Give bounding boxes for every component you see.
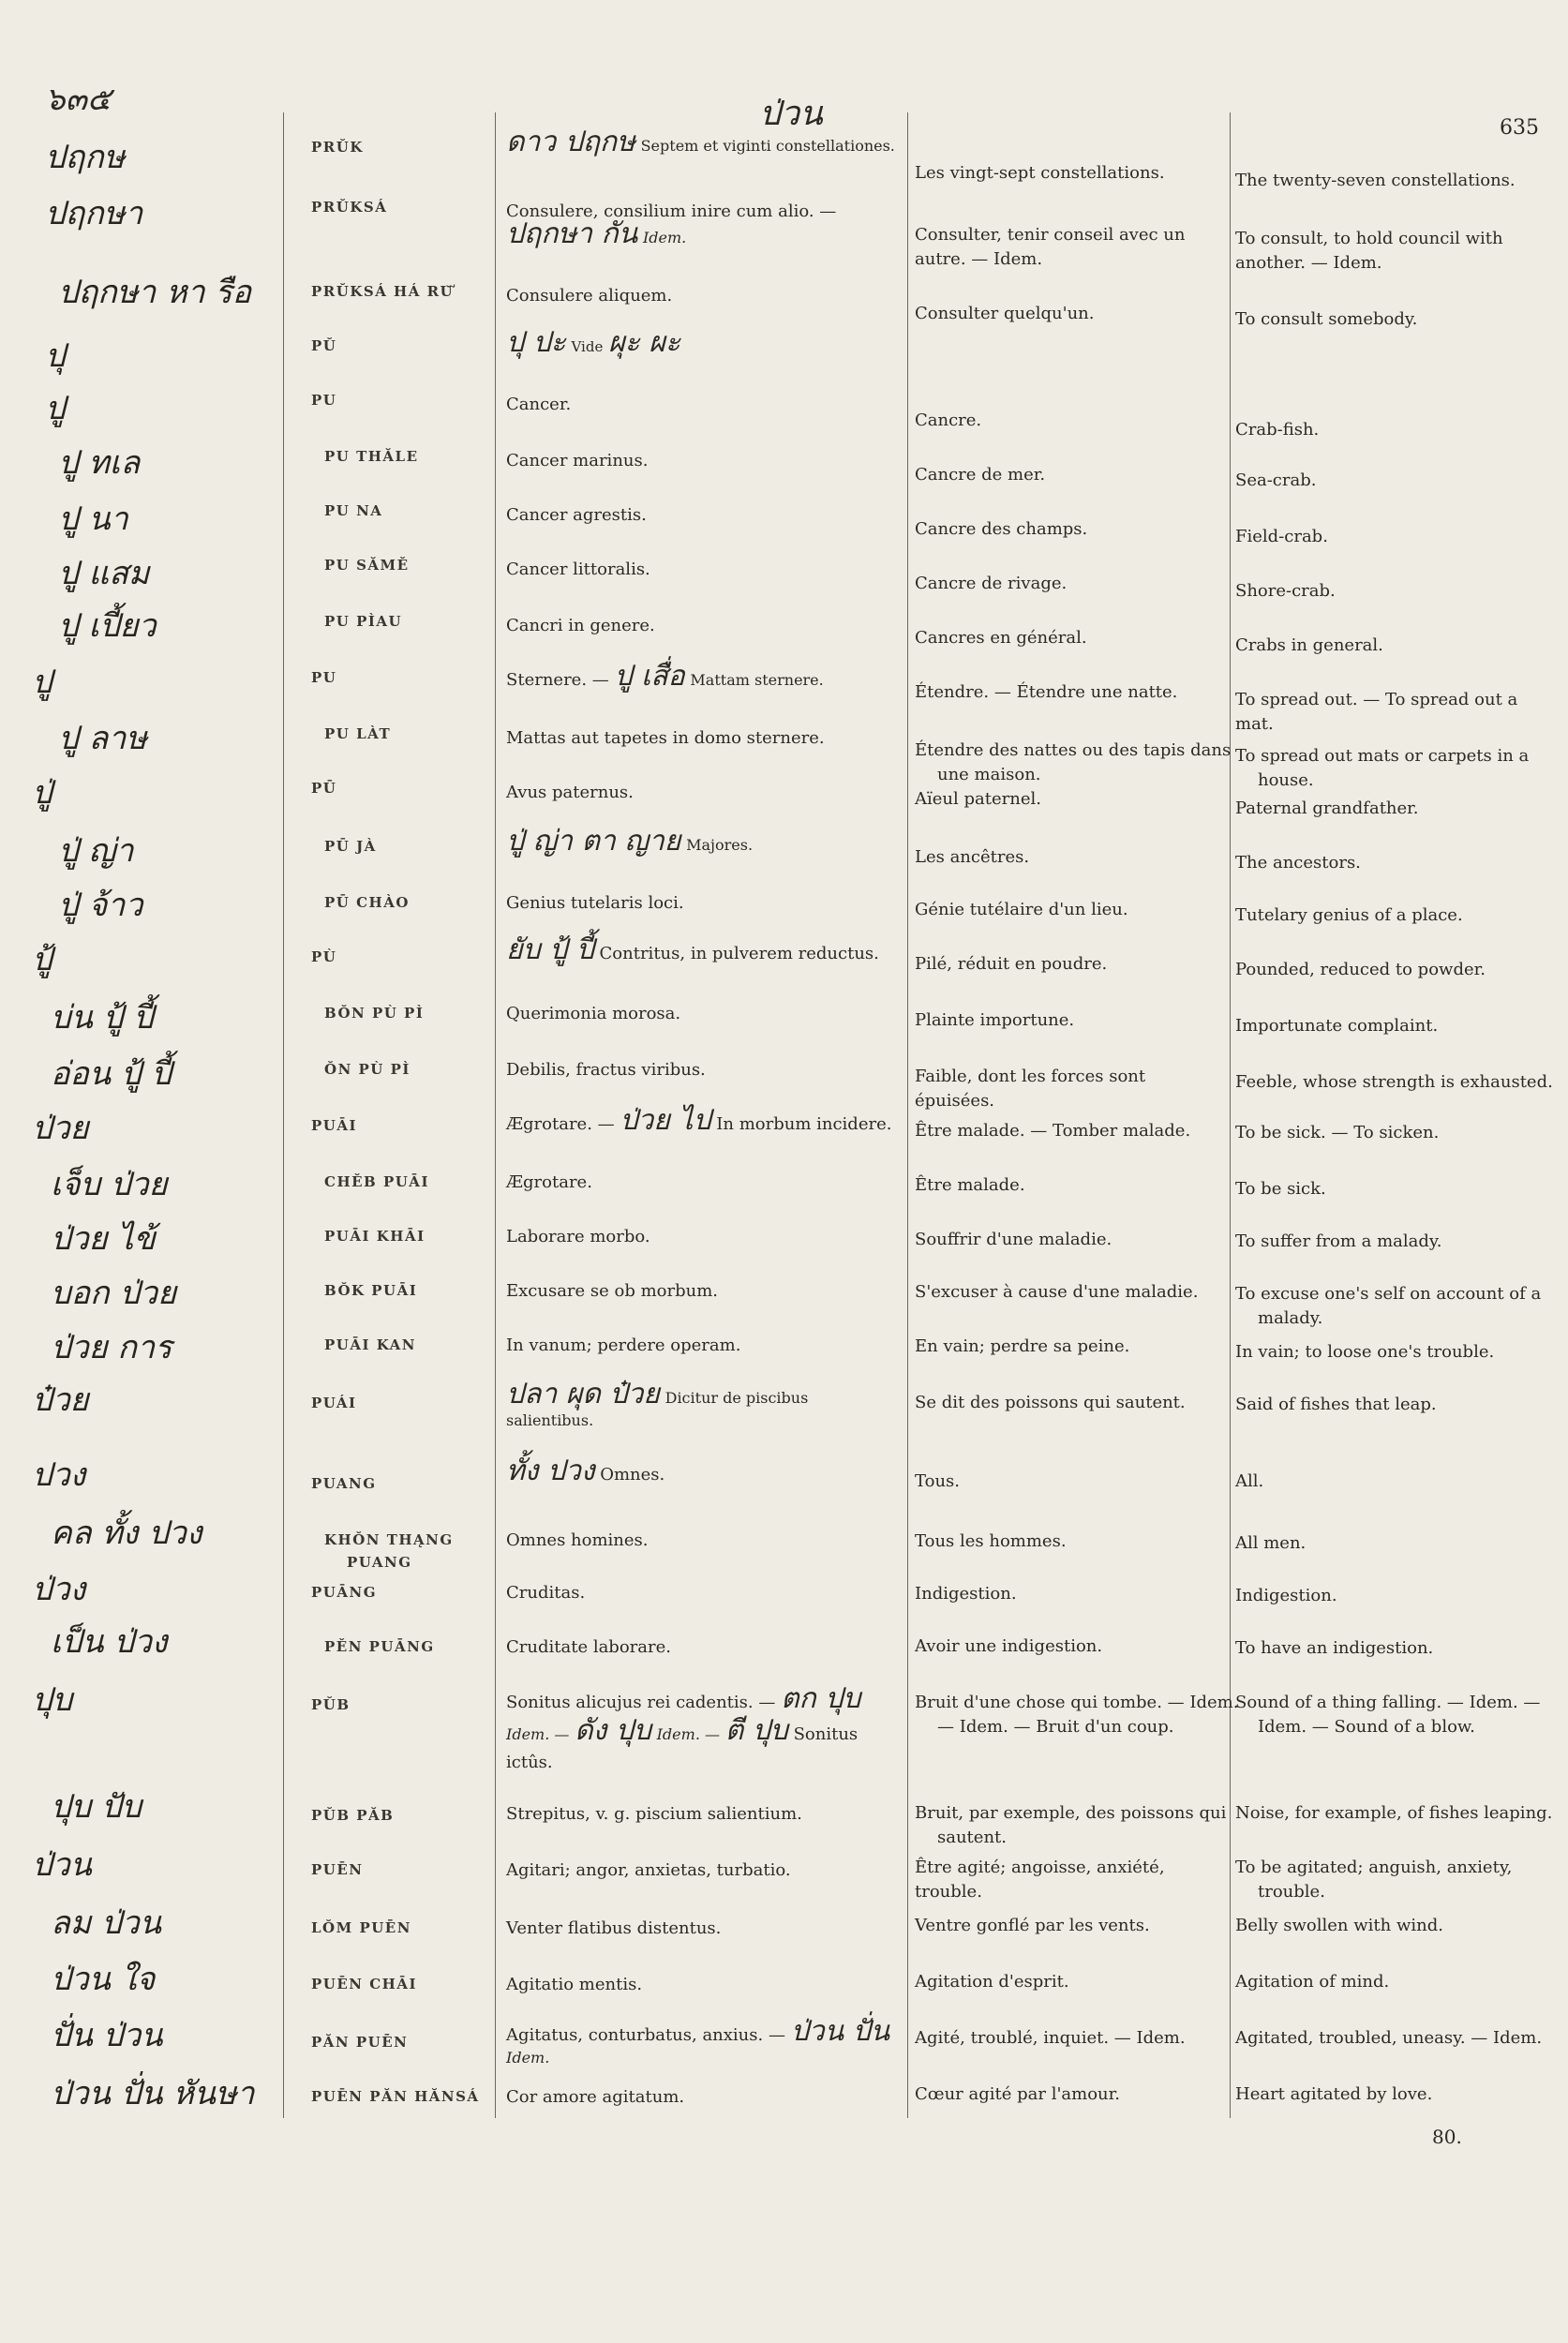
- column-divider: [495, 112, 496, 2118]
- latin-definition: Consulere aliquem.: [506, 286, 673, 306]
- thai-headword: บ่น ปู้ ปี้: [51, 999, 154, 1037]
- romanization: PU LÀT: [324, 725, 392, 742]
- english-definition: To be sick.: [1235, 1179, 1326, 1199]
- english-definition: All.: [1235, 1471, 1264, 1491]
- french-definition: Cancre.: [915, 410, 982, 430]
- romanization-continued: PUANG: [347, 1554, 412, 1571]
- french-definition: Cancre de rivage.: [915, 574, 1068, 593]
- thai-headword: ป่วย ไข้: [51, 1220, 156, 1258]
- english-definition: All men.: [1235, 1533, 1307, 1553]
- romanization: ŎN PÙ PÌ: [324, 1061, 411, 1078]
- romanization: PŪ JÀ: [324, 838, 377, 855]
- thai-headword: ปุบ ปับ: [51, 1788, 142, 1826]
- romanization: PU THĂLE: [324, 448, 419, 465]
- thai-headword: ปฤกษา หา รือ: [58, 274, 252, 311]
- latin-definition: Agitari; angor, anxietas, turbatio.: [506, 1860, 791, 1880]
- english-definition: In vain; to loose one's trouble.: [1235, 1342, 1495, 1362]
- english-definition: To spread out. — To spread out a mat.: [1235, 690, 1518, 734]
- latin-definition: Ægrotare. — ป่วย ไป In morbum incidere.: [506, 1104, 892, 1137]
- french-definition: Indigestion.: [915, 1584, 1017, 1604]
- french-definition: Pilé, réduit en poudre.: [915, 954, 1108, 974]
- french-definition: Plainte importune.: [915, 1010, 1075, 1030]
- english-definition: Heart agitated by love.: [1235, 2084, 1433, 2104]
- english-definition: To consult somebody.: [1235, 309, 1418, 329]
- english-definition: To consult, to hold council with another. — Idem.: [1235, 229, 1503, 273]
- english-definition: To suffer from a malady.: [1235, 1231, 1442, 1251]
- french-definition: Se dit des poissons qui sautent.: [915, 1393, 1186, 1412]
- latin-definition: Cruditate laborare.: [506, 1637, 671, 1657]
- french-definition: Avoir une indigestion.: [915, 1636, 1103, 1656]
- romanization: LŎM PUĒN: [311, 1919, 411, 1936]
- english-definition: The ancestors.: [1235, 853, 1361, 873]
- thai-headword: ป่วน ใจ: [51, 1961, 156, 1998]
- english-definition: Paternal grandfather.: [1235, 798, 1419, 818]
- romanization: PUÁI: [311, 1395, 357, 1411]
- english-definition: Sound of a thing falling. — Idem. — Idem. — Sound of a blow.: [1235, 1693, 1541, 1737]
- latin-definition: Excusare se ob morbum.: [506, 1281, 719, 1301]
- french-definition: Faible, dont les forces sont épuisées.: [915, 1067, 1146, 1111]
- romanization: PUĒN PĂN HĂNSÁ: [311, 2088, 480, 2105]
- latin-definition: Agitatio mentis.: [506, 1975, 643, 1994]
- column-divider: [907, 112, 908, 2118]
- english-definition: Belly swollen with wind.: [1235, 1916, 1443, 1935]
- thai-headword: ปุ: [45, 337, 66, 375]
- english-definition: Pounded, reduced to powder.: [1235, 960, 1486, 979]
- latin-definition: Cancer agrestis.: [506, 505, 647, 525]
- latin-definition: Cor amore agitatum.: [506, 2087, 685, 2107]
- latin-definition: Cancer littoralis.: [506, 560, 650, 579]
- latin-definition: Venter flatibus distentus.: [506, 1918, 722, 1938]
- thai-headword: ปุบ: [32, 1681, 73, 1719]
- thai-headword: ป่วย: [32, 1110, 89, 1147]
- english-definition: To spread out mats or carpets in a house.: [1235, 746, 1530, 790]
- thai-headword: เจ็บ ป่วย: [51, 1166, 168, 1203]
- page-title: ป่วน: [759, 95, 823, 133]
- english-definition: Agitation of mind.: [1235, 1972, 1390, 1992]
- french-definition: En vain; perdre sa peine.: [915, 1336, 1130, 1356]
- romanization: PŬB: [311, 1696, 351, 1713]
- thai-headword: ปู่ ญ่า: [58, 832, 134, 870]
- latin-definition: ยับ ปู้ ปี้ Contritus, in pulverem reductus.: [506, 933, 879, 966]
- thai-headword: ปู ทเล: [58, 444, 141, 482]
- english-definition: Agitated, troubled, uneasy. — Idem.: [1235, 2028, 1543, 2048]
- thai-page-number: ๖๓๕: [45, 81, 112, 118]
- english-definition: Shore-crab.: [1235, 581, 1336, 601]
- latin-definition: Agitatus, conturbatus, anxius. — ป่วน ปั่น Idem.: [506, 2015, 890, 2067]
- romanization: KHŎN THĄNG: [324, 1531, 454, 1548]
- romanization: PUĒN: [311, 1861, 364, 1878]
- thai-headword: ปวง: [32, 1456, 86, 1494]
- french-definition: Cœur agité par l'amour.: [915, 2084, 1120, 2104]
- romanization: PUĀI: [311, 1117, 358, 1134]
- thai-headword: ปู: [45, 390, 66, 427]
- romanization: PU: [311, 669, 337, 686]
- romanization: PRŬK: [311, 139, 364, 156]
- thai-headword: ปั่น ป่วน: [51, 2017, 163, 2054]
- english-definition: Feeble, whose strength is exhausted.: [1235, 1072, 1553, 1092]
- latin-definition: Consulere, consilium inire cum alio. — ปฤกษา กัน Idem.: [506, 201, 837, 250]
- french-definition: Cancre de mer.: [915, 465, 1046, 485]
- french-definition: Les vingt-sept constellations.: [915, 163, 1165, 183]
- latin-definition: Omnes homines.: [506, 1530, 649, 1550]
- french-definition: Être agité; angoisse, anxiété, trouble.: [915, 1858, 1165, 1902]
- signature-mark: 80.: [1432, 2126, 1462, 2148]
- column-divider: [283, 112, 284, 2118]
- french-definition: Cancre des champs.: [915, 519, 1088, 539]
- romanization: PÙ: [311, 948, 337, 965]
- english-definition: Noise, for example, of fishes leaping.: [1235, 1803, 1553, 1823]
- french-definition: Génie tutélaire d'un lieu.: [915, 900, 1128, 919]
- romanization: PĚN PUĀNG: [324, 1638, 435, 1655]
- english-definition: Crabs in general.: [1235, 635, 1383, 655]
- thai-headword: เป็น ป่วง: [51, 1623, 168, 1661]
- latin-definition: Sonitus alicujus rei cadentis. — ตก ปุบ Idem. — ดัง ปุบ Idem. — ตี ปุบ Sonitus ictûs.: [506, 1682, 861, 1772]
- thai-headword: อ่อน ปู้ ปี้: [51, 1055, 172, 1093]
- french-definition: Cancres en général.: [915, 628, 1087, 648]
- french-definition: Les ancêtres.: [915, 847, 1030, 867]
- english-definition: Importunate complaint.: [1235, 1016, 1439, 1036]
- latin-definition: Querimonia morosa.: [506, 1004, 681, 1023]
- thai-headword: ปู นา: [58, 500, 128, 538]
- thai-headword: ปู แสม: [58, 555, 150, 592]
- romanization: CHĚB PUĀI: [324, 1173, 429, 1190]
- french-definition: Bruit d'une chose qui tombe. — Idem. — Idem. — Bruit d'un coup.: [915, 1693, 1239, 1737]
- french-definition: Consulter quelqu'un.: [915, 304, 1095, 323]
- english-definition: Field-crab.: [1235, 527, 1328, 546]
- thai-headword: ปู่ จ้าว: [58, 887, 143, 924]
- romanization: PUĀI KHĀI: [324, 1228, 426, 1245]
- thai-headword: บอก ป่วย: [51, 1275, 176, 1312]
- french-definition: S'excuser à cause d'une maladie.: [915, 1282, 1199, 1302]
- english-definition: Said of fishes that leap.: [1235, 1395, 1437, 1414]
- latin-definition: Ægrotare.: [506, 1172, 592, 1192]
- romanization: PU NA: [324, 502, 383, 519]
- french-definition: Souffrir d'une maladie.: [915, 1230, 1113, 1249]
- latin-definition: ปลา ผุด ป๋วย Dicitur de piscibus salientibus.: [506, 1378, 809, 1429]
- romanization: BŎK PUĀI: [324, 1282, 418, 1299]
- latin-definition: Mattas aut tapetes in domo sternere.: [506, 728, 825, 748]
- english-definition: Sea-crab.: [1235, 470, 1317, 490]
- latin-definition: ปู่ ญ่า ตา ญาย Majores.: [506, 825, 754, 858]
- thai-headword: ปฤกษา: [45, 195, 143, 232]
- latin-definition: Sternere. — ปู เสื่อ Mattam sternere.: [506, 660, 824, 693]
- french-definition: Étendre. — Étendre une natte.: [915, 682, 1178, 702]
- thai-headword: ปู เปี้ยว: [58, 607, 157, 645]
- thai-headword: คล ทั้ง ปวง: [51, 1515, 202, 1552]
- thai-headword: ป่วง: [32, 1571, 86, 1608]
- romanization: PU SĂMĚ: [324, 557, 410, 574]
- thai-headword: ปู: [32, 664, 52, 701]
- romanization: PŪ: [311, 780, 337, 797]
- page-number: 635: [1500, 116, 1539, 140]
- romanization: PU PÌAU: [324, 613, 403, 630]
- romanization: PU: [311, 392, 337, 409]
- english-definition: Crab-fish.: [1235, 420, 1320, 440]
- english-definition: To have an indigestion.: [1235, 1638, 1434, 1658]
- french-definition: Ventre gonflé par les vents.: [915, 1916, 1150, 1935]
- latin-definition: Strepitus, v. g. piscium salientium.: [506, 1804, 802, 1824]
- thai-headword: ปู่: [32, 774, 52, 812]
- latin-definition: Cancer marinus.: [506, 451, 649, 470]
- romanization: PŪ CHÀO: [324, 894, 410, 911]
- french-definition: Agitation d'esprit.: [915, 1972, 1069, 1992]
- english-definition: To be agitated; anguish, anxiety, trouble.: [1235, 1858, 1513, 1902]
- latin-definition: Cruditas.: [506, 1583, 586, 1603]
- french-definition: Être malade.: [915, 1175, 1025, 1195]
- latin-definition: Laborare morbo.: [506, 1227, 650, 1246]
- thai-headword: ปฤกษ: [45, 139, 126, 176]
- english-definition: Indigestion.: [1235, 1586, 1337, 1605]
- english-definition: To excuse one's self on account of a malady.: [1235, 1284, 1542, 1328]
- french-definition: Étendre des nattes ou des tapis dans une maison.: [915, 740, 1232, 784]
- latin-definition: ทั้ง ปวง Omnes.: [506, 1455, 665, 1487]
- romanization: PUĒN CHĀI: [311, 1976, 417, 1992]
- romanization: PĂN PUĒN: [311, 2034, 409, 2051]
- thai-headword: ลม ป่วน: [51, 1904, 161, 1942]
- french-definition: Tous les hommes.: [915, 1531, 1067, 1551]
- thai-headword: ป่วน ปั่น หันษา: [51, 2075, 255, 2112]
- latin-definition: Cancer.: [506, 395, 572, 414]
- romanization: PUĀI KAN: [324, 1336, 417, 1353]
- romanization: BŎN PÙ PÌ: [324, 1005, 425, 1022]
- latin-definition: ดาว ปฤกษ Septem et viginti constellationes.: [506, 126, 895, 158]
- thai-headword: ป๋วย: [32, 1381, 89, 1419]
- thai-headword: ป่วย การ: [51, 1329, 172, 1366]
- latin-definition: In vanum; perdere operam.: [506, 1336, 741, 1355]
- romanization: PŬ: [311, 337, 337, 354]
- latin-definition: ปุ ปะ Vide ผุะ ผะ: [506, 326, 680, 359]
- latin-definition: Genius tutelaris loci.: [506, 893, 684, 913]
- french-definition: Tous.: [915, 1471, 960, 1491]
- thai-headword: ปู ลาษ: [58, 720, 147, 757]
- latin-definition: Avus paternus.: [506, 783, 634, 802]
- english-definition: The twenty-seven constellations.: [1235, 171, 1516, 190]
- latin-definition: Cancri in genere.: [506, 616, 655, 635]
- romanization: PŬB PĂB: [311, 1807, 395, 1824]
- romanization: PUĀNG: [311, 1584, 378, 1601]
- romanization: PRŬKSÁ HÁ RƯ̆: [311, 283, 455, 300]
- french-definition: Aïeul paternel.: [915, 789, 1041, 809]
- english-definition: Tutelary genius of a place.: [1235, 905, 1463, 925]
- french-definition: Être malade. — Tomber malade.: [915, 1121, 1191, 1141]
- thai-headword: ปู้: [32, 941, 52, 978]
- romanization: PUANG: [311, 1475, 377, 1492]
- latin-definition: Debilis, fractus viribus.: [506, 1060, 706, 1080]
- english-definition: To be sick. — To sicken.: [1235, 1123, 1440, 1142]
- french-definition: Consulter, tenir conseil avec un autre. — Idem.: [915, 225, 1186, 269]
- french-definition: Bruit, par exemple, des poissons qui sautent.: [915, 1803, 1227, 1847]
- thai-headword: ป่วน: [32, 1846, 92, 1884]
- french-definition: Agité, troublé, inquiet. — Idem.: [915, 2028, 1186, 2048]
- romanization: PRŬKSÁ: [311, 199, 388, 216]
